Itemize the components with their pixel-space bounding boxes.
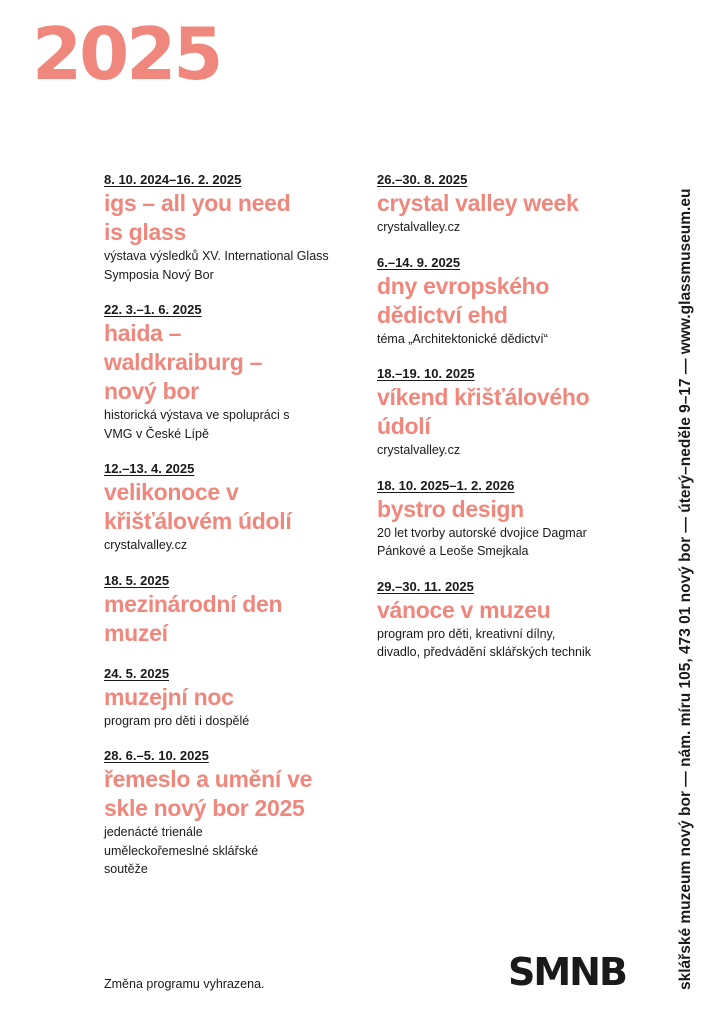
event-title: velikonoce v křišťálovém údolí: [104, 479, 292, 534]
event-title: řemeslo a umění ve skle nový bor 2025: [104, 766, 313, 821]
event-title: igs – all you need is glass: [104, 190, 291, 245]
event-date: 18. 10. 2025–1. 2. 2026: [377, 477, 515, 493]
event-date: 8. 10. 2024–16. 2. 2025: [104, 172, 242, 187]
year-heading: 2025: [32, 12, 221, 96]
event-description: program pro děti i dospělé: [104, 713, 250, 728]
program-change-note: Změna programu vyhrazena.: [104, 977, 265, 991]
event-title: muzejní noc: [104, 683, 234, 710]
event-date: 18. 5. 2025: [104, 572, 170, 588]
event-description: crystalvalley.cz: [104, 538, 188, 552]
event-description: crystalvalley.cz: [377, 443, 461, 457]
event-item: [377, 172, 617, 237]
event-item: [104, 666, 344, 731]
event-item: [377, 255, 617, 349]
event-item: [104, 461, 344, 555]
event-date: 12.–13. 4. 2025: [104, 461, 195, 476]
museum-contact-vertical-text: sklářské muzeum nový bor — nám. míru 105, 473 01 nový bor — úterý–neděle 9–17 — www.glassmuseum.eu: [677, 188, 694, 990]
event-description: crystalvalley.cz: [377, 220, 461, 234]
event-title: bystro design: [377, 495, 524, 522]
event-title: víkend křišťálového údolí: [377, 384, 590, 439]
left-events-column: [104, 172, 344, 897]
event-date: 18.–19. 10. 2025: [377, 366, 475, 381]
event-date: 26.–30. 8. 2025: [377, 172, 468, 187]
event-item: [377, 366, 617, 460]
event-description: téma „Architektonické dědictví“: [377, 331, 548, 346]
event-item: [104, 573, 344, 648]
event-date: 24. 5. 2025: [104, 665, 170, 681]
smnb-logo: SMNB: [508, 950, 626, 994]
event-title: haida – waldkraiburg – nový bor: [104, 320, 263, 404]
event-item: [377, 478, 617, 561]
right-events-column: [377, 172, 617, 680]
event-item: [104, 172, 344, 284]
event-description: jedenácté trienále uměleckořemeslné sklářské soutěže: [104, 825, 259, 876]
event-date: 6.–14. 9. 2025: [377, 254, 461, 270]
event-title: crystal valley week: [377, 190, 579, 216]
event-date: 28. 6.–5. 10. 2025: [104, 748, 209, 763]
event-date: 22. 3.–1. 6. 2025: [104, 302, 202, 317]
event-description: historická výstava ve spolupráci s VMG v České Lípě: [104, 408, 290, 441]
event-item: [377, 579, 617, 662]
event-description: program pro děti, kreativní dílny, divadlo, předvádění sklářských technik: [377, 626, 592, 659]
event-title: dny evropského dědictví ehd: [377, 272, 550, 328]
event-description: výstava výsledků XV. International Glass Symposia Nový Bor: [104, 249, 329, 282]
event-item: [104, 748, 344, 879]
event-title: mezinárodní den muzeí: [104, 590, 283, 646]
event-item: [104, 302, 344, 443]
event-description: 20 let tvorby autorské dvojice Dagmar Pánkové a Leoše Smejkala: [377, 525, 587, 558]
event-title: vánoce v muzeu: [377, 596, 551, 623]
event-date: 29.–30. 11. 2025: [377, 578, 474, 594]
